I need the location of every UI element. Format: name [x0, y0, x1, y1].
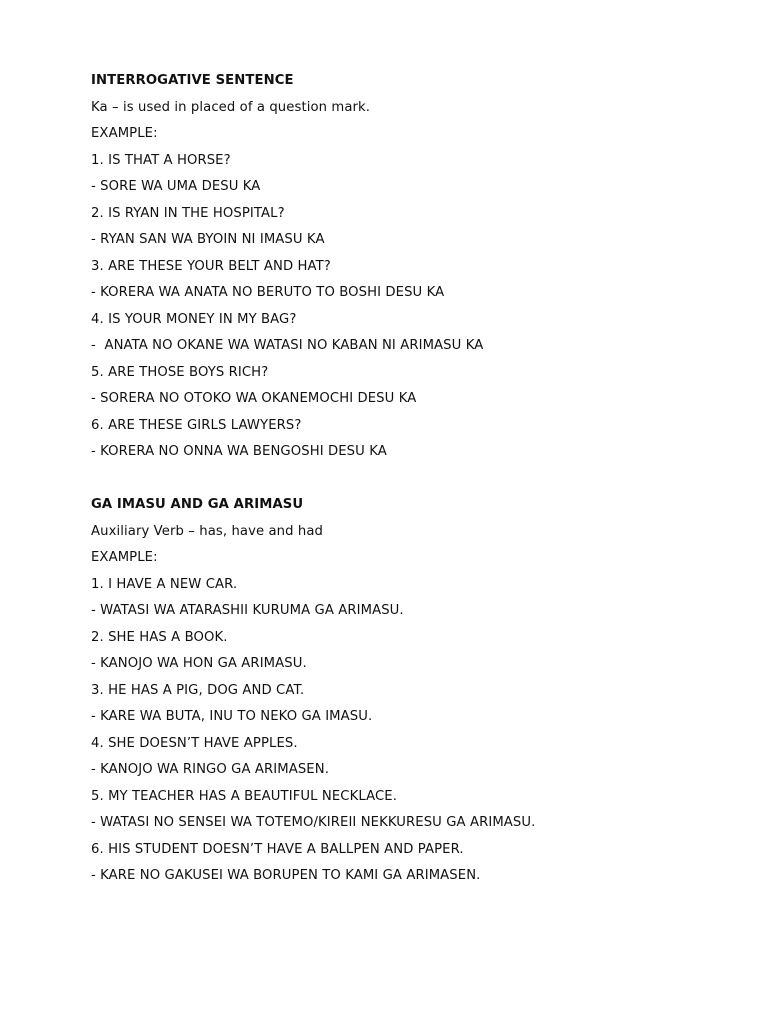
- example-line: - SORE WA UMA DESU KA: [91, 179, 261, 194]
- example-line: - KARE NO GAKUSEI WA BORUPEN TO KAMI GA ARIMASEN.: [91, 868, 481, 883]
- example-line: - KORERA NO ONNA WA BENGOSHI DESU KA: [91, 444, 387, 459]
- example-line: 6. HIS STUDENT DOESN’T HAVE A BALLPEN AND PAPER.: [91, 841, 464, 857]
- example-line: - RYAN SAN WA BYOIN NI IMASU KA: [91, 232, 325, 247]
- example-line: 5. ARE THOSE BOYS RICH?: [91, 364, 269, 380]
- example-line: 1. IS THAT A HORSE?: [91, 152, 231, 168]
- example-line: 6. ARE THESE GIRLS LAWYERS?: [91, 417, 302, 433]
- example-label: EXAMPLE:: [91, 126, 158, 141]
- section-heading-ga-imasu: GA IMASU AND GA ARIMASU: [91, 497, 304, 512]
- example-line: - WATASI NO SENSEI WA TOTEMO/KIREII NEKKURESU GA ARIMASU.: [91, 815, 536, 830]
- example-line: - SORERA NO OTOKO WA OKANEMOCHI DESU KA: [91, 391, 417, 406]
- example-line: - KANOJO WA RINGO GA ARIMASEN.: [91, 762, 329, 777]
- example-label: EXAMPLE:: [91, 550, 158, 565]
- example-line: - KORERA WA ANATA NO BERUTO TO BOSHI DESU KA: [91, 285, 445, 300]
- document-page: [91, 68, 731, 890]
- example-line: - KANOJO WA HON GA ARIMASU.: [91, 656, 307, 671]
- example-line: 1. I HAVE A NEW CAR.: [91, 576, 238, 592]
- example-line: 5. MY TEACHER HAS A BEAUTIFUL NECKLACE.: [91, 788, 398, 804]
- section-definition: Auxiliary Verb – has, have and had: [91, 523, 324, 539]
- section-definition: Ka – is used in placed of a question mark.: [91, 99, 371, 115]
- example-line: - ANATA NO OKANE WA WATASI NO KABAN NI ARIMASU KA: [91, 338, 484, 353]
- example-line: 4. SHE DOESN’T HAVE APPLES.: [91, 735, 298, 751]
- example-line: - KARE WA BUTA, INU TO NEKO GA IMASU.: [91, 709, 373, 724]
- example-line: 2. SHE HAS A BOOK.: [91, 629, 228, 645]
- example-line: - WATASI WA ATARASHII KURUMA GA ARIMASU.: [91, 603, 404, 618]
- example-line: 3. ARE THESE YOUR BELT AND HAT?: [91, 258, 331, 274]
- section-heading-interrogative: INTERROGATIVE SENTENCE: [91, 73, 294, 88]
- example-line: 3. HE HAS A PIG, DOG AND CAT.: [91, 682, 305, 698]
- example-line: 2. IS RYAN IN THE HOSPITAL?: [91, 205, 285, 221]
- section-spacer: [91, 466, 731, 493]
- example-line: 4. IS YOUR MONEY IN MY BAG?: [91, 311, 297, 327]
